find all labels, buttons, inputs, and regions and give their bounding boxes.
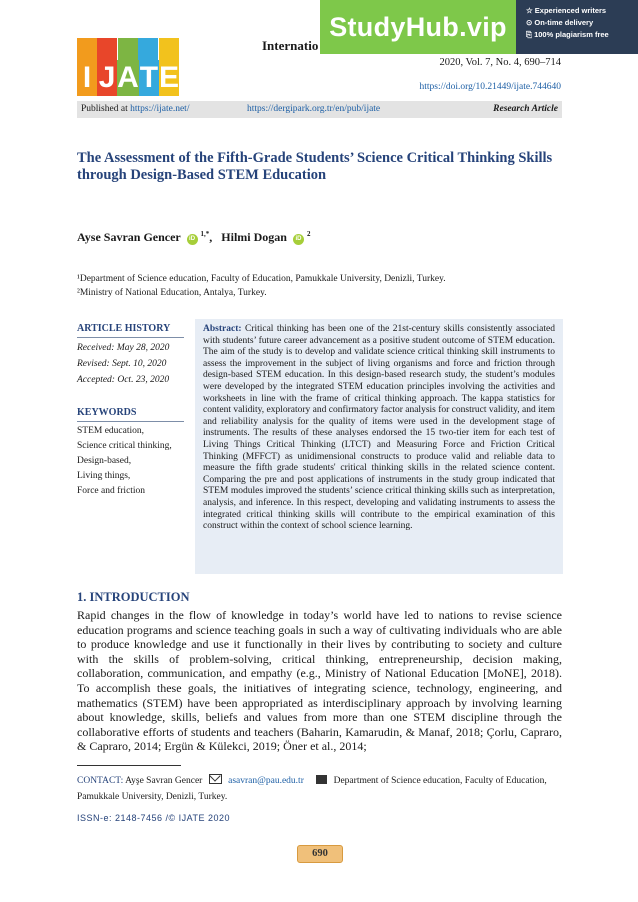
issn-line: ISSN-e: 2148-7456 /© IJATE 2020 bbox=[77, 813, 231, 823]
volume-info: 2020, Vol. 7, No. 4, 690–714 bbox=[439, 57, 561, 68]
logo-letters bbox=[77, 60, 179, 96]
journal-name: Internatio bbox=[262, 38, 319, 53]
journal-logo bbox=[77, 38, 179, 98]
footnote-divider bbox=[77, 765, 181, 766]
logo-letter: I bbox=[77, 60, 97, 96]
contact-footnote bbox=[77, 773, 562, 805]
article-title: The Assessment of the Fifth-Grade Students’ Science Critical Thinking Skills through Design-Based STEM Education bbox=[77, 150, 553, 183]
contact-label: CONTACT: bbox=[77, 776, 124, 786]
keyword: Design-based, bbox=[77, 456, 132, 466]
abstract-text: Critical thinking has been one of the 21st-century skills consistently associated with students’ future career advancement as a positive student outcome of STEM education. The aim of the study is to develop and validate science critical thinking skill instruments to assess the improvement in the subject of living organisms and force and friction through design-based STEM education. In this design-based research study, the student’s modules were developed by the integrated STEM education principles involving the activities and worksheets in line with the frame of critical thinking approach. The kappa statistics for content validity, exploratory and confirmatory factor analysis for construct validity, and item and reliability analysis for the quality of items were used in the development stage of instruments. The results of these analyses endorsed the 15 two-tier item for each test of Living Things Critical Thinking (LTCT) and Measuring Force and Friction Critical Thinking (MFFCT) as unidimensional constructs to produce valid and reliable data to measure the fifth grade students' critical thinking skills in the related science content. Comparing the pre and post applications of instruments in the study group indicated that STEM modules improved the students’ science critical thinking skills such as interpretation, analysis, and inference. In this respect, developing and validating instruments to assess the integrated critical thinking skills will contribute to the empirical examination of this construct within the context of school science learning. bbox=[203, 324, 556, 532]
author-separator: , bbox=[209, 230, 213, 244]
keyword: Living things, bbox=[77, 471, 131, 481]
page-number: 690 bbox=[297, 845, 343, 863]
author-superscript: 2 bbox=[306, 230, 311, 238]
orcid-icon[interactable]: iD bbox=[187, 234, 198, 245]
author-superscript: 1,* bbox=[200, 230, 210, 238]
divider bbox=[77, 337, 184, 338]
contact-email-link[interactable]: asavran@pau.edu.tr bbox=[228, 776, 304, 786]
received-date: Received: May 28, 2020 bbox=[77, 343, 170, 353]
contact-department: Department of Science education, Faculty of Education, Pamukkale University, Denizli, Turkey. bbox=[77, 776, 547, 802]
logo-color-bars bbox=[77, 38, 179, 60]
logo-letter: E bbox=[158, 61, 179, 94]
banner-features bbox=[516, 0, 638, 54]
section-heading: 1. INTRODUCTION bbox=[77, 590, 190, 604]
doi-link[interactable]: https://doi.org/10.21449/ijate.744640 bbox=[419, 82, 561, 92]
abstract-box bbox=[195, 319, 563, 574]
body-text: Rapid changes in the flow of knowledge in today’s world have led to nations to revise science education programs and science teaching goals in such a way of cultivating individuals who are able to produce knowledge and use it functionally in their lives by contributing to society and culture with the skills of problem-solving, critical thinking, entrepreneurship, decision making, collaboration, communication, and empathy (e.g., Ministry of National Education [MoNE], 2018). To accomplish these goals, the initiatives of integrating science, technology, engineering, and mathematics (STEM) have been appropriated as interdisciplinary approach by involving learning about knowledge, skills, beliefs and values from more than one STEM discipline through the collaborative efforts of students and teachers (Baharin, Kamarudin, & Manaf, 2018; Çorlu, Capraro, & Capraro, 2014; Ergün & Külekci, 2019; Öner et al., 2014; bbox=[77, 608, 562, 754]
keyword: STEM education, bbox=[77, 426, 145, 436]
orcid-icon[interactable]: iD bbox=[293, 234, 304, 245]
logo-letter: J bbox=[98, 61, 116, 94]
logo-letter: A bbox=[117, 61, 139, 94]
keywords-heading: KEYWORDS bbox=[77, 407, 137, 418]
keyword: Force and friction bbox=[77, 486, 146, 496]
logo-letter: T bbox=[139, 61, 159, 94]
dergipark-url-link[interactable]: https://dergipark.org.tr/en/pub/ijate bbox=[247, 104, 381, 114]
ad-banner[interactable] bbox=[320, 0, 638, 54]
banner-feature: ☆ Experienced writers bbox=[526, 6, 607, 15]
keyword: Science critical thinking, bbox=[77, 441, 172, 451]
building-icon bbox=[316, 775, 327, 784]
journal-url-link[interactable]: https://ijate.net/ bbox=[130, 104, 190, 114]
published-bar bbox=[77, 101, 562, 118]
author-name: Hilmi Dogan bbox=[221, 230, 287, 244]
affiliation: ²Ministry of National Education, Antalya, Turkey. bbox=[77, 288, 267, 298]
contact-name: Ayşe Savran Gencer bbox=[125, 776, 203, 786]
banner-feature: ⎘ 100% plagiarism free bbox=[526, 30, 609, 39]
authors-line bbox=[77, 230, 310, 245]
banner-brand-box[interactable] bbox=[320, 0, 516, 54]
banner-feature: ⊙ On-time delivery bbox=[526, 18, 594, 27]
accepted-date: Accepted: Oct. 23, 2020 bbox=[77, 375, 170, 385]
article-type: Research Article bbox=[493, 104, 558, 114]
article-history-heading: ARTICLE HISTORY bbox=[77, 323, 171, 334]
banner-brand[interactable]: StudyHub.vip bbox=[329, 11, 507, 42]
revised-date: Revised: Sept. 10, 2020 bbox=[77, 359, 167, 369]
abstract-label: Abstract: bbox=[203, 324, 242, 334]
divider bbox=[77, 421, 184, 422]
envelope-icon bbox=[209, 774, 222, 784]
affiliation: ¹Department of Science education, Faculty of Education, Pamukkale University, Denizli, Turkey. bbox=[77, 274, 446, 284]
published-label: Published at bbox=[81, 104, 128, 114]
author-name: Ayse Savran Gencer bbox=[77, 230, 181, 244]
